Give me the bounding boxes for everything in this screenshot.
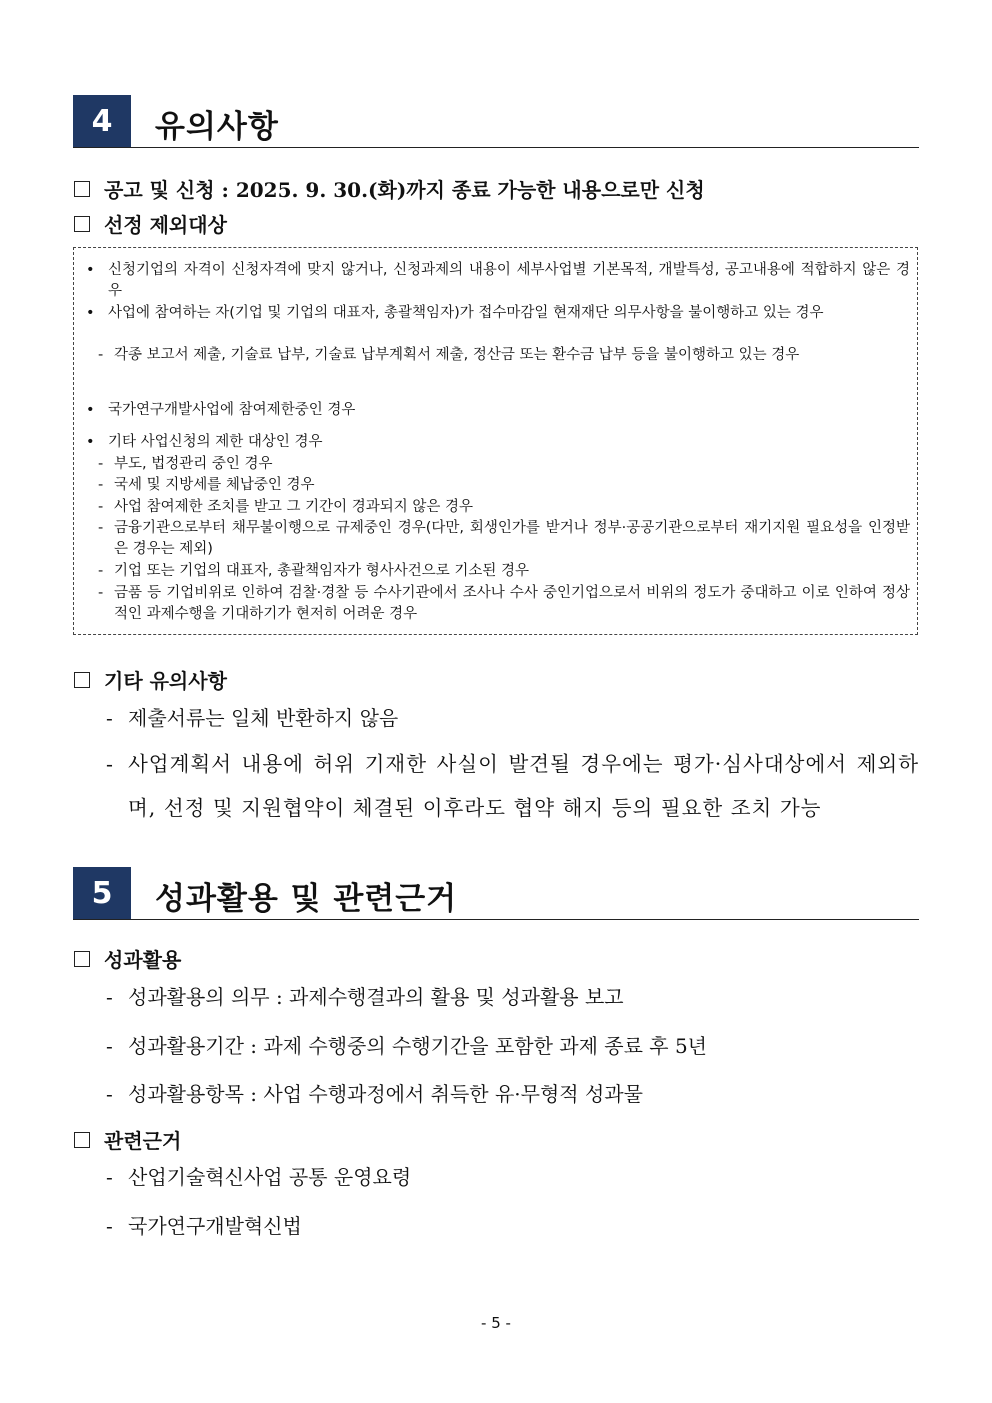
checkbox-square-icon — [74, 181, 90, 197]
list-item: - 성과활용기간 : 과제 수행중의 수행기간을 포함한 과제 종료 후 5년 — [106, 1034, 707, 1058]
box-item: • 사업에 참여하는 자(기업 및 기업의 대표자, 총괄책임자)가 접수마감일 현재재단 의무사항을 불이행하고 있는 경우 — [86, 305, 824, 321]
box-item: - 각종 보고서 제출, 기술료 납부, 기술료 납부계획서 제출, 정산금 또는 환수금 납부 등을 불이행하고 있는 경우 — [98, 347, 800, 363]
box-item: - 기업 또는 기업의 대표자, 총괄책임자가 형사사건으로 기소된 경우 — [98, 563, 530, 579]
list-item: - 국가연구개발혁신법 — [106, 1214, 302, 1238]
box-item: - 금융기관으로부터 채무불이행으로 규제중인 경우(다만, 회생인가를 받거나 정부·공공기관으로부터 재기지원 필요성을 인정받은 경우는 제외) — [98, 520, 910, 557]
checkbox-square-icon — [74, 1132, 90, 1148]
heading-performance-use — [74, 944, 181, 973]
list-item: - 산업기술혁신사업 공통 운영요령 — [106, 1165, 412, 1189]
box-item: - 국세 및 지방세를 체납중인 경우 — [98, 477, 315, 493]
heading-legal-basis — [74, 1125, 181, 1154]
section-4-header — [73, 95, 919, 148]
section-5-title: 성과활용 및 관련근거 — [155, 881, 458, 917]
box-item: - 사업 참여제한 조치를 받고 그 기간이 경과되지 않은 경우 — [98, 499, 474, 515]
heading-other-notes — [74, 665, 227, 694]
box-item: • 국가연구개발사업에 참여제한중인 경우 — [86, 402, 356, 418]
checkbox-square-icon — [74, 951, 90, 967]
box-item: - 금품 등 기업비위로 인하여 검찰·경찰 등 수사기관에서 조사나 수사 중인기업으로서 비위의 정도가 중대하고 이로 인하여 정상적인 과제수행을 기대하기가 현저히 어려운 경우 — [98, 585, 910, 622]
heading-application-text: 공고 및 신청 : 2025. 9. 30.(화)까지 종료 가능한 내용으로만 신청 — [104, 178, 705, 202]
section-5-number: 5 — [73, 867, 131, 919]
section-5-header — [73, 867, 919, 920]
section-4-title: 유의사항 — [155, 109, 279, 145]
heading-other-notes-text: 기타 유의사항 — [104, 669, 227, 693]
heading-performance-use-text: 성과활용 — [104, 948, 182, 972]
list-item: - 성과활용항목 : 사업 수행과정에서 취득한 유·무형적 성과물 — [106, 1082, 643, 1106]
list-item: - 사업계획서 내용에 허위 기재한 사실이 발견될 경우에는 평가·심사대상에서 제외하며, 선정 및 지원협약이 체결된 이후라도 협약 해지 등의 필요한 조치 가능 — [106, 752, 919, 820]
heading-application — [74, 174, 705, 203]
exclusion-box — [73, 247, 918, 635]
box-item: • 기타 사업신청의 제한 대상인 경우 — [86, 434, 323, 450]
box-item: - 부도, 법정관리 중인 경우 — [98, 456, 273, 472]
checkbox-square-icon — [74, 672, 90, 688]
section-4-number: 4 — [73, 95, 131, 147]
checkbox-square-icon — [74, 216, 90, 232]
page-number: - 5 - — [481, 1314, 511, 1332]
box-item: • 신청기업의 자격이 신청자격에 맞지 않거나, 신청과제의 내용이 세부사업별 기본목적, 개발특성, 공고내용에 적합하지 않은 경우 — [86, 262, 910, 299]
heading-exclusion-text: 선정 제외대상 — [104, 213, 227, 237]
heading-exclusion — [74, 209, 227, 238]
list-item: - 제출서류는 일체 반환하지 않음 — [106, 706, 399, 730]
list-item: - 성과활용의 의무 : 과제수행결과의 활용 및 성과활용 보고 — [106, 985, 624, 1009]
heading-legal-basis-text: 관련근거 — [104, 1129, 182, 1153]
